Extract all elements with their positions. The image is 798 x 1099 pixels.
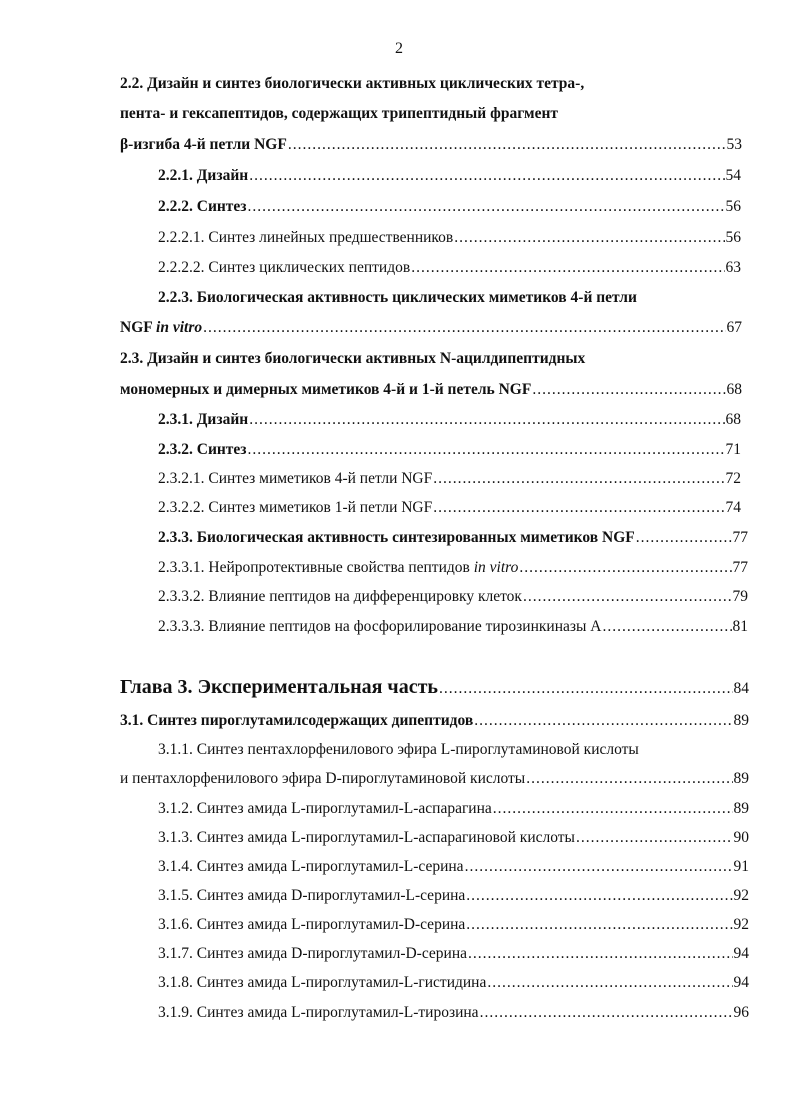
page-ref: 68 — [725, 411, 741, 428]
toc-entry-3-1-1 — [120, 769, 749, 789]
page-ref: 54 — [725, 167, 741, 184]
toc-entry-3-1 — [120, 711, 749, 731]
toc-2-2-title-line2: пента- и гексапептидов, содержащих трипептидный фрагмент — [120, 105, 559, 122]
toc-label: и пентахлорфенилового эфира D-пироглутаминовой кислоты — [120, 770, 526, 787]
page-ref: 56 — [725, 198, 741, 215]
toc-entry-2-2-1 — [158, 166, 741, 186]
dot-leader — [288, 135, 726, 155]
toc-entry-2-3 — [120, 380, 742, 400]
page-ref: 77 — [732, 529, 748, 546]
page-ref: 53 — [726, 136, 742, 153]
dot-leader — [439, 679, 733, 699]
dot-leader — [519, 558, 731, 578]
page-number: 2 — [395, 40, 403, 57]
toc-label — [120, 318, 202, 338]
page-ref: 94 — [733, 974, 749, 991]
page-ref: 94 — [733, 945, 749, 962]
toc-label: 3.1. Синтез пироглутамилсодержащих дипептидов — [120, 712, 474, 729]
page-ref: 72 — [725, 470, 741, 487]
dot-leader — [466, 886, 732, 906]
dot-leader — [480, 1003, 733, 1023]
toc-entry-2-3-3-2 — [158, 587, 748, 607]
toc-label: 3.1.6. Синтез амида L-пироглутамил-D-серина — [158, 916, 466, 933]
page-ref: 96 — [733, 1004, 749, 1021]
page-ref: 74 — [725, 499, 741, 516]
dot-leader — [466, 915, 732, 935]
toc-entry-2-2 — [120, 135, 742, 155]
toc-label: 3.1.5. Синтез амида D-пироглутамил-L-серина — [158, 887, 466, 904]
toc-entry-3-1-3 — [158, 828, 749, 848]
page-ref: 68 — [726, 381, 742, 398]
page-ref: 81 — [732, 618, 748, 635]
dot-leader — [636, 528, 732, 548]
toc-label: 2.2.2. Синтез — [158, 198, 247, 215]
toc-label: 2.3.3.2. Влияние пептидов на дифференцировку клеток — [158, 588, 522, 605]
dot-leader — [249, 410, 724, 430]
toc-label: 3.1.8. Синтез амида L-пироглутамил-L-гистидина — [158, 974, 487, 991]
toc-label: мономерных и димерных миметиков 4-й и 1-й петель NGF — [120, 381, 532, 398]
toc-label: 2.3.3. Биологическая активность синтезированных миметиков NGF — [158, 529, 635, 546]
toc-entry-3-1-9 — [158, 1003, 749, 1023]
page-ref: 92 — [733, 916, 749, 933]
toc-label: 2.3.2.1. Синтез миметиков 4-й петли NGF — [158, 470, 433, 487]
dot-leader — [249, 166, 724, 186]
page-ref: 71 — [725, 441, 741, 458]
page-ref: 84 — [733, 680, 749, 697]
toc-label-part: NGF — [120, 319, 157, 336]
dot-leader — [465, 857, 733, 877]
toc-label: 3.1.3. Синтез амида L-пироглутамил-L-аспарагиновой кислоты — [158, 829, 575, 846]
dot-leader — [576, 828, 733, 848]
dot-leader — [487, 973, 732, 993]
toc-entry-2-2-3 — [120, 318, 742, 338]
toc-label: 2.2.2.1. Синтез линейных предшественников — [158, 229, 454, 246]
toc-entry-3-1-4 — [158, 857, 749, 877]
toc-label: 3.1.9. Синтез амида L-пироглутамил-L-тирозина — [158, 1004, 479, 1021]
toc-label: 2.2.2.2. Синтез циклических пептидов — [158, 259, 411, 276]
page-ref: 63 — [725, 259, 741, 276]
toc-label: 2.2.1. Дизайн — [158, 167, 249, 184]
toc-entry-2-3-2-2 — [158, 498, 741, 518]
toc-2-2-title-line3: β-изгиба 4-й петли NGF — [120, 136, 287, 153]
toc-label: 2.3.3.3. Влияние пептидов на фосфорилирование тирозинкиназы А — [158, 618, 602, 635]
toc-label: 2.3.2. Синтез — [158, 441, 247, 458]
dot-leader — [248, 440, 725, 460]
toc-label: 3.1.4. Синтез амида L-пироглутамил-L-серина — [158, 858, 464, 875]
page-ref: 92 — [733, 887, 749, 904]
toc-2-2-title-line1: 2.2. Дизайн и синтез биологически активных циклических тетра-, — [120, 75, 585, 92]
toc-label: 3.1.2. Синтез амида L-пироглутамил-L-аспарагина — [158, 800, 492, 817]
dot-leader — [248, 197, 725, 217]
toc-entry-2-2-2-2 — [158, 258, 741, 278]
toc-2-3-title-line1: 2.3. Дизайн и синтез биологически активных N-ацилдипептидных — [120, 350, 586, 367]
dot-leader — [493, 799, 733, 819]
page-ref: 91 — [733, 858, 749, 875]
toc-entry-2-3-2-1 — [158, 469, 741, 489]
page-ref: 67 — [726, 319, 742, 336]
page-ref: 89 — [733, 770, 749, 787]
toc-entry-3-1-7 — [158, 944, 749, 964]
toc-entry-3-1-6 — [158, 915, 749, 935]
toc-entry-2-3-3-1 — [158, 558, 748, 578]
dot-leader — [203, 318, 725, 338]
toc-label — [158, 558, 518, 578]
toc-entry-2-2-2 — [158, 197, 741, 217]
toc-entry-2-3-2 — [158, 440, 741, 460]
toc-entry-chapter-3 — [120, 677, 749, 699]
toc-label: 3.1.7. Синтез амида D-пироглутамил-D-серина — [158, 945, 468, 962]
dot-leader — [523, 587, 732, 607]
toc-entry-3-1-5 — [158, 886, 749, 906]
toc-entry-3-1-2 — [158, 799, 749, 819]
dot-leader — [526, 769, 732, 789]
page-ref: 56 — [725, 229, 741, 246]
page-ref: 90 — [733, 829, 749, 846]
page-ref: 89 — [733, 800, 749, 817]
chapter-title: Глава 3. Экспериментальная часть — [120, 676, 438, 698]
toc-entry-2-3-3-3 — [158, 617, 748, 637]
toc-entry-3-1-8 — [158, 973, 749, 993]
dot-leader — [602, 617, 731, 637]
dot-leader — [411, 258, 724, 278]
dot-leader — [468, 944, 732, 964]
toc-entry-2-3-3 — [158, 528, 748, 548]
dot-leader — [454, 228, 724, 248]
dot-leader — [532, 380, 725, 400]
toc-label-italic: in vitro — [156, 319, 203, 336]
page-ref: 89 — [733, 712, 749, 729]
page-ref: 77 — [732, 559, 748, 576]
dot-leader — [433, 498, 724, 518]
dot-leader — [433, 469, 724, 489]
toc-label-part: 2.3.3.1. Нейропротективные свойства пептидов — [158, 559, 474, 576]
toc-label: 2.3.2.2. Синтез миметиков 1-й петли NGF — [158, 499, 433, 516]
toc-2-2-3-title-line1: 2.2.3. Биологическая активность циклических миметиков 4-й петли — [158, 289, 637, 306]
toc-entry-2-3-1 — [158, 410, 741, 430]
toc-label-italic: in vitro — [473, 559, 519, 576]
dot-leader — [474, 711, 732, 731]
toc-label: 2.3.1. Дизайн — [158, 411, 249, 428]
toc-entry-2-2-2-1 — [158, 228, 741, 248]
page-ref: 79 — [732, 588, 748, 605]
toc-3-1-1-title-line1: 3.1.1. Синтез пентахлорфенилового эфира L-пироглутаминовой кислоты — [158, 741, 639, 758]
